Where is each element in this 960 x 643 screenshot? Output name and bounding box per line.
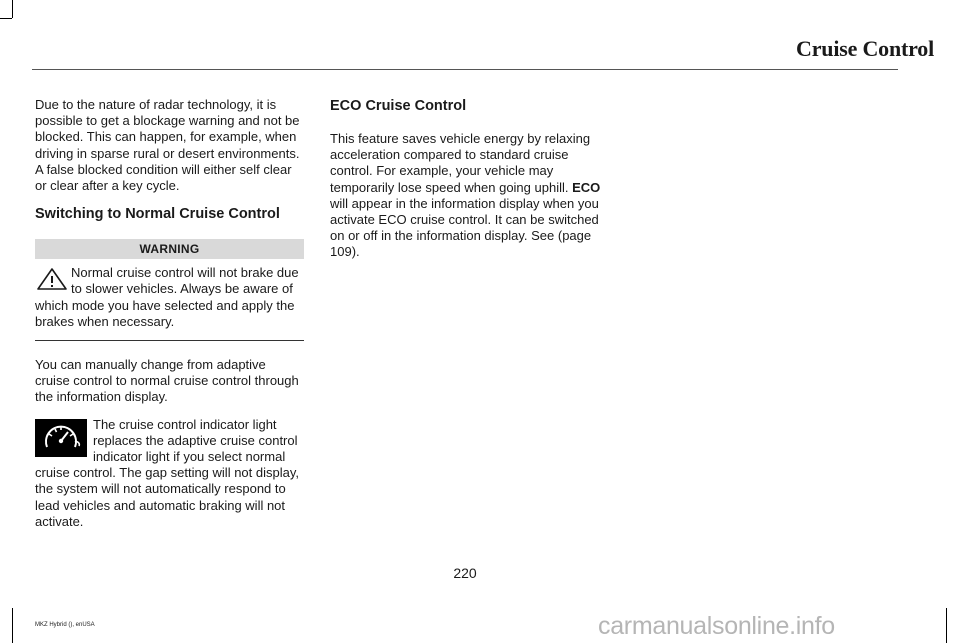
paragraph-eco xyxy=(330,131,602,261)
warning-text: Normal cruise control will not brake due to slower vehicles. Always be aware of which mode you have selected and apply the brakes when necessary. xyxy=(35,265,299,329)
section-heading-eco-cruise: ECO Cruise Control xyxy=(330,98,467,114)
warning-triangle-icon xyxy=(35,267,69,291)
crop-mark-bottom-right-v xyxy=(946,608,947,643)
left-column xyxy=(35,97,304,530)
paragraph-switch-mode: You can manually change from adaptive cruise control to normal cruise control through the information display. xyxy=(35,357,299,405)
page-number: 220 xyxy=(453,565,477,581)
crop-mark-top-left-h xyxy=(0,18,12,19)
paragraph-radar-blockage: Due to the nature of radar technology, it is possible to get a blockage warning and not be blocked. This can happen, for example, when driving in sparse rural or desert environments. A false blocked condition will either self clear or clear after a key cycle. xyxy=(35,97,300,194)
watermark: carmanualsonline.info xyxy=(598,612,835,640)
header-divider xyxy=(32,69,898,70)
eco-display-text: will appear in the information display when you activate ECO cruise control. It can be switched on or off in the information display. See (page 109). xyxy=(330,195,599,260)
eco-label: ECO xyxy=(572,179,601,195)
crop-mark-bottom-left-v xyxy=(12,608,13,643)
cruise-control-indicator-icon xyxy=(35,419,87,457)
warning-divider xyxy=(35,340,304,341)
warning-label: WARNING xyxy=(35,239,304,259)
indicator-text: The cruise control indicator light replaces the adaptive cruise control indicator light if you select normal cruise control. The gap setting will not display, the system will not automatically respond to lead vehicles and automatic braking will not activate. xyxy=(35,416,299,529)
crop-mark-top-left-v xyxy=(12,0,13,18)
footer-meta: MKZ Hybrid (), enUSA xyxy=(35,622,95,628)
page-title: Cruise Control xyxy=(796,36,934,61)
section-heading-normal-cruise: Switching to Normal Cruise Control xyxy=(35,206,280,223)
warning-box xyxy=(35,265,304,336)
indicator-block xyxy=(35,417,304,530)
middle-column xyxy=(330,97,602,272)
eco-description: This feature saves vehicle energy by relaxing acceleration compared to standard cruise control. For example, your vehicle may temporarily lose speed when going uphill. xyxy=(330,131,591,195)
